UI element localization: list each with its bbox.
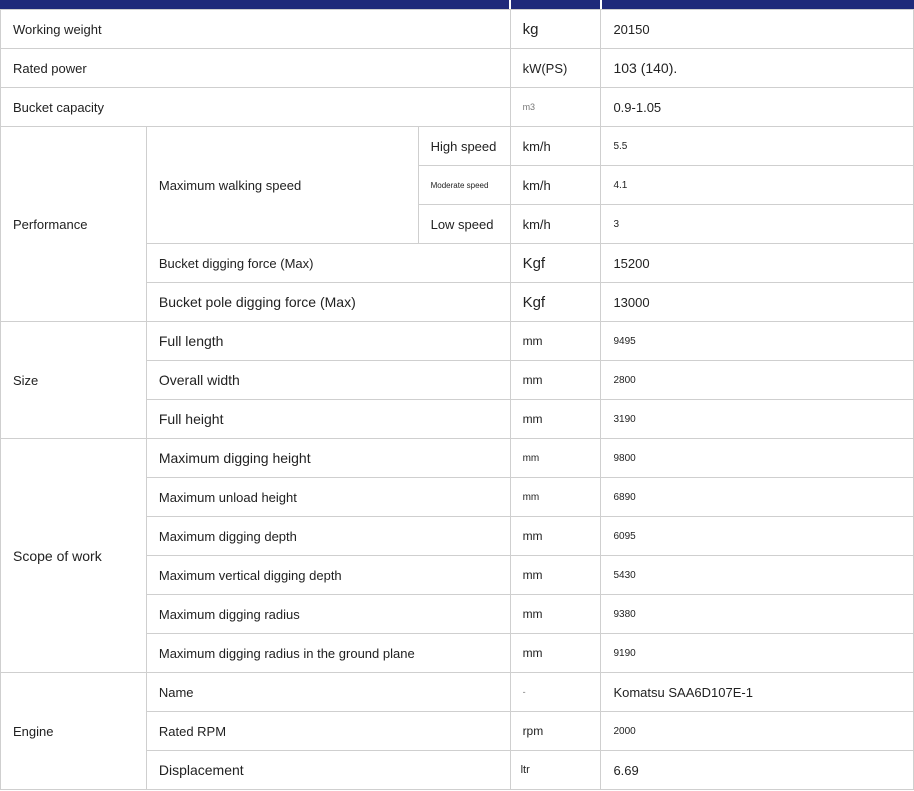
row-label: Maximum digging depth — [146, 517, 510, 556]
speed-mode-label: High speed — [418, 127, 510, 166]
row-unit: mm — [510, 478, 601, 517]
row-label: Full height — [146, 400, 510, 439]
row-value: 13000 — [601, 283, 914, 322]
row-value: 2800 — [601, 361, 914, 400]
row-unit: km/h — [510, 205, 601, 244]
row-value: 4.1 — [601, 166, 914, 205]
row-unit: kg — [510, 10, 601, 49]
row-label: Overall width — [146, 361, 510, 400]
table-row — [1, 10, 914, 49]
table-row — [1, 127, 914, 166]
row-label: Bucket pole digging force (Max) — [146, 283, 510, 322]
row-value: 3190 — [601, 400, 914, 439]
table-row — [1, 439, 914, 478]
group-label-scope: Scope of work — [1, 439, 147, 673]
group-label-performance: Performance — [1, 127, 147, 322]
row-label: Bucket capacity — [1, 88, 511, 127]
spec-table — [0, 9, 914, 790]
row-label: Bucket digging force (Max) — [146, 244, 510, 283]
row-unit: kW(PS) — [510, 49, 601, 88]
row-label: Name — [146, 673, 510, 712]
row-label: Maximum vertical digging depth — [146, 556, 510, 595]
row-label: Maximum digging height — [146, 439, 510, 478]
row-value: Komatsu SAA6D107E-1 — [601, 673, 914, 712]
group-label-size: Size — [1, 322, 147, 439]
table-row — [1, 49, 914, 88]
row-value: 6.69 — [601, 751, 914, 790]
row-value: 20150 — [601, 10, 914, 49]
header-separator — [600, 0, 602, 9]
row-unit: mm — [510, 361, 601, 400]
row-value: 2000 — [601, 712, 914, 751]
walking-speed-label: Maximum walking speed — [146, 127, 418, 244]
row-value: 15200 — [601, 244, 914, 283]
row-value: 6890 — [601, 478, 914, 517]
row-unit: - — [510, 673, 601, 712]
row-value: 0.9-1.05 — [601, 88, 914, 127]
row-unit: mm — [510, 322, 601, 361]
row-label: Rated power — [1, 49, 511, 88]
row-unit: km/h — [510, 166, 601, 205]
row-unit: mm — [510, 517, 601, 556]
row-value: 5.5 — [601, 127, 914, 166]
row-unit: mm — [510, 439, 601, 478]
table-row — [1, 322, 914, 361]
row-unit: mm — [510, 634, 601, 673]
row-unit: Kgf — [510, 283, 601, 322]
table-row — [1, 673, 914, 712]
row-unit: km/h — [510, 127, 601, 166]
row-unit: Kgf — [510, 244, 601, 283]
row-label: Rated RPM — [146, 712, 510, 751]
row-label: Maximum digging radius in the ground plane — [146, 634, 510, 673]
row-unit: rpm — [510, 712, 601, 751]
speed-mode-label: Moderate speed — [418, 166, 510, 205]
row-label: Maximum unload height — [146, 478, 510, 517]
row-unit: mm — [510, 400, 601, 439]
row-label: Full length — [146, 322, 510, 361]
row-value: 9800 — [601, 439, 914, 478]
row-unit: ltr — [510, 751, 601, 790]
row-unit: mm — [510, 595, 601, 634]
table-row — [1, 88, 914, 127]
table-header-bar — [0, 0, 914, 9]
speed-mode-label: Low speed — [418, 205, 510, 244]
row-unit: m3 — [510, 88, 601, 127]
row-value: 9190 — [601, 634, 914, 673]
row-unit: mm — [510, 556, 601, 595]
row-value: 6095 — [601, 517, 914, 556]
header-separator — [509, 0, 511, 9]
row-value: 5430 — [601, 556, 914, 595]
row-value: 9495 — [601, 322, 914, 361]
group-label-engine: Engine — [1, 673, 147, 790]
row-value: 9380 — [601, 595, 914, 634]
row-value: 3 — [601, 205, 914, 244]
row-label: Displacement — [146, 751, 510, 790]
row-value: 103 (140). — [601, 49, 914, 88]
row-label: Working weight — [1, 10, 511, 49]
row-label: Maximum digging radius — [146, 595, 510, 634]
